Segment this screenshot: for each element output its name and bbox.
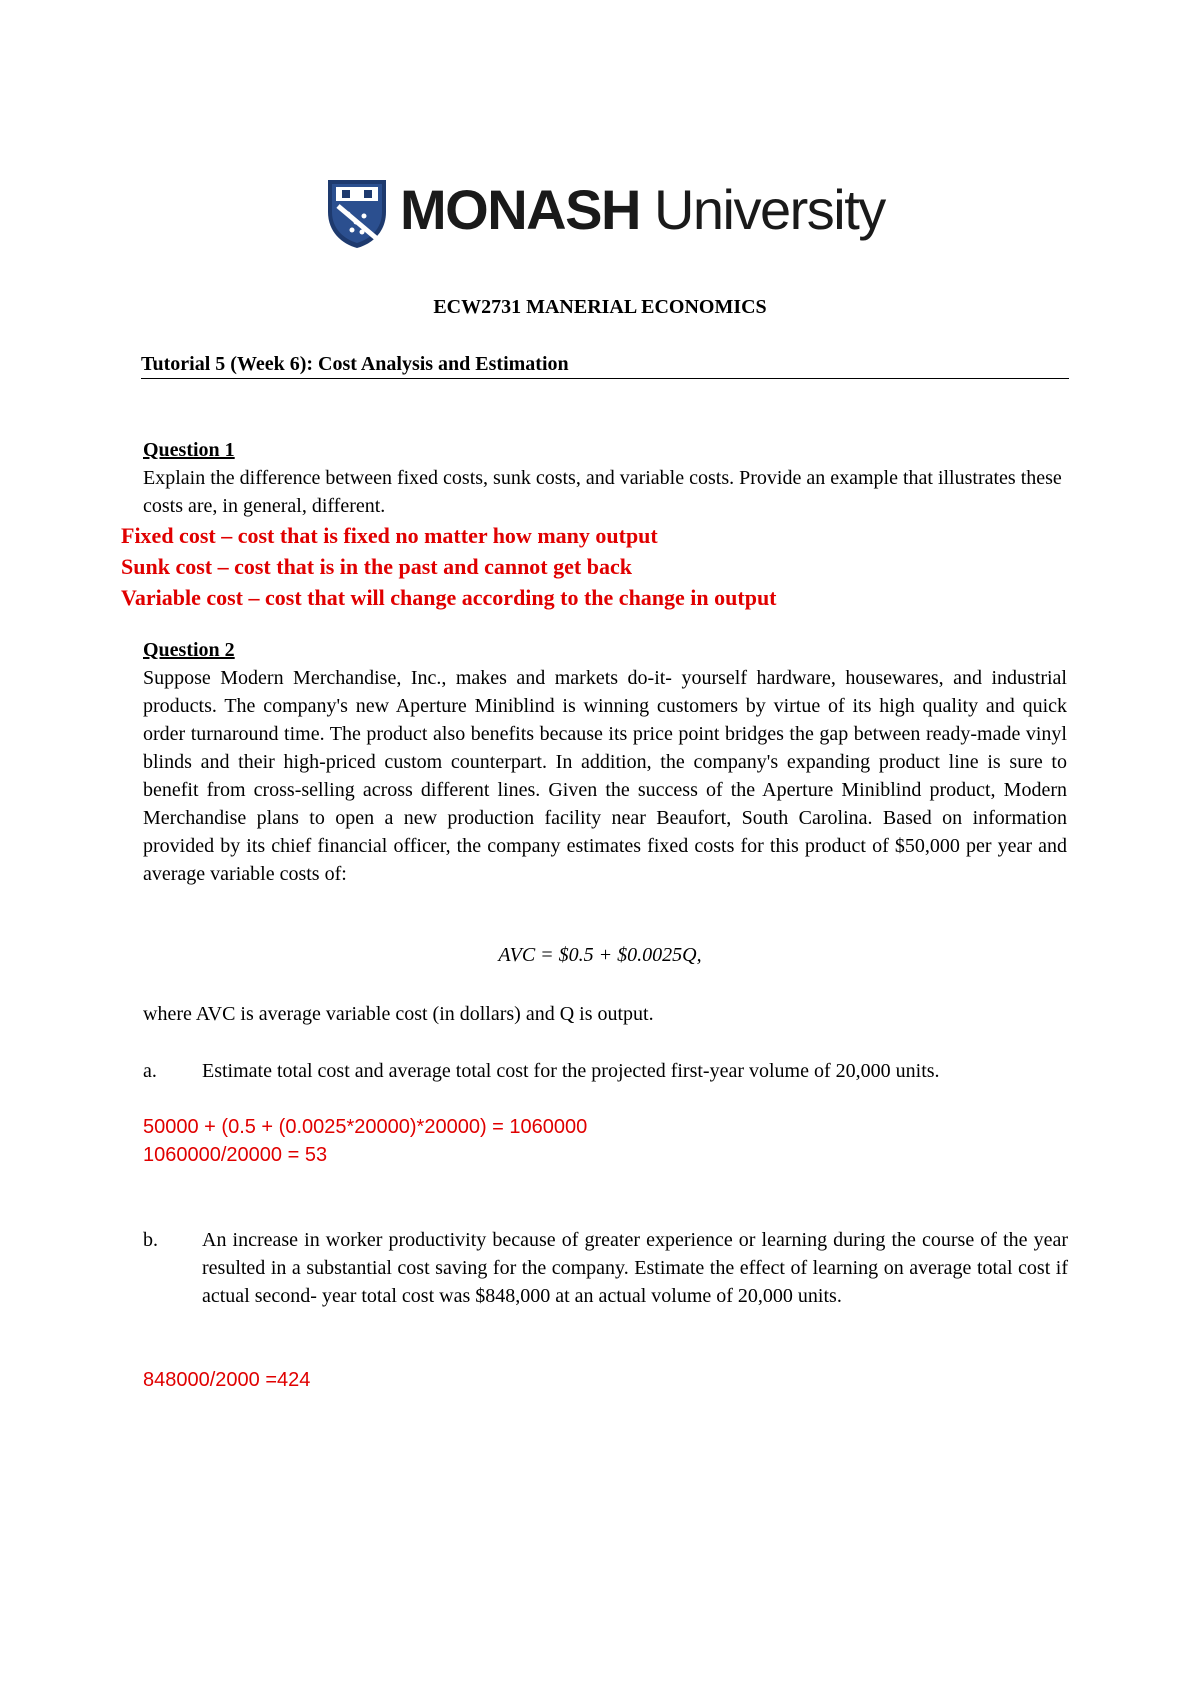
logo-wordmark (400, 180, 885, 240)
question2-heading: Question 2 (143, 639, 235, 661)
where-text: where AVC is average variable cost (in dollars) and Q is output. (143, 1003, 654, 1025)
part-a-label: a. (143, 1060, 157, 1082)
question1-section (143, 436, 1067, 520)
part-a-answer-total-cost: 50000 + (0.5 + (0.0025*20000)*20000) = 1060000 (143, 1116, 588, 1138)
question2-section (143, 636, 1067, 888)
tutorial-title: Tutorial 5 (Week 6): Cost Analysis and Estimation (141, 352, 1069, 379)
logo-word-monash: MONASH (400, 178, 640, 241)
answer-variable-cost: Variable cost – cost that will change according to the change in output (121, 585, 777, 610)
part-a-answer-average-cost: 1060000/20000 = 53 (143, 1144, 328, 1166)
logo-word-university: University (639, 178, 885, 241)
question2-text: Suppose Modern Merchandise, Inc., makes and markets do-it- yourself hardware, housewares, and industrial products. The company's new Aperture Miniblind is winning customers by virtue of its high quality and quick order turnaround time. The product also benefits because its price point bridges the gap between ready-made vinyl blinds and their high-priced custom counterpart. In addition, the company's expanding product line is sure to benefit from cross-selling across different lines. Given the success of the Aperture Miniblind product, Modern Merchandise plans to open a new production facility near Beaufort, South Carolina. Based on information provided by its chief financial officer, the company estimates fixed costs for this product of $50,000 per year and average variable costs of: (143, 667, 1067, 885)
question1-heading: Question 1 (143, 439, 235, 461)
course-title: ECW2731 MANERIAL ECONOMICS (433, 296, 767, 318)
answer-fixed-cost: Fixed cost – cost that is fixed no matter how many output (121, 523, 658, 548)
part-a-text: Estimate total cost and average total cost for the projected first-year volume of 20,000 units. (202, 1060, 940, 1082)
avc-formula: AVC = $0.5 + $0.0025Q, (498, 944, 702, 966)
part-b-answer: 848000/2000 =424 (143, 1369, 311, 1391)
monash-crest-icon (326, 178, 388, 250)
question1-text: Explain the difference between fixed costs, sunk costs, and variable costs. Provide an example that illustrates these costs are, in general, different. (143, 467, 1062, 517)
answer-sunk-cost: Sunk cost – cost that is in the past and cannot get back (121, 554, 632, 579)
part-b-label: b. (143, 1229, 158, 1251)
part-b-text: An increase in worker productivity because of greater experience or learning during the course of the year resulted in a substantial cost saving for the company. Estimate the effect of learning on average total cost if actual second- year total cost was $848,000 at an actual volume of 20,000 units. (202, 1229, 1068, 1307)
monash-logo (326, 178, 885, 250)
